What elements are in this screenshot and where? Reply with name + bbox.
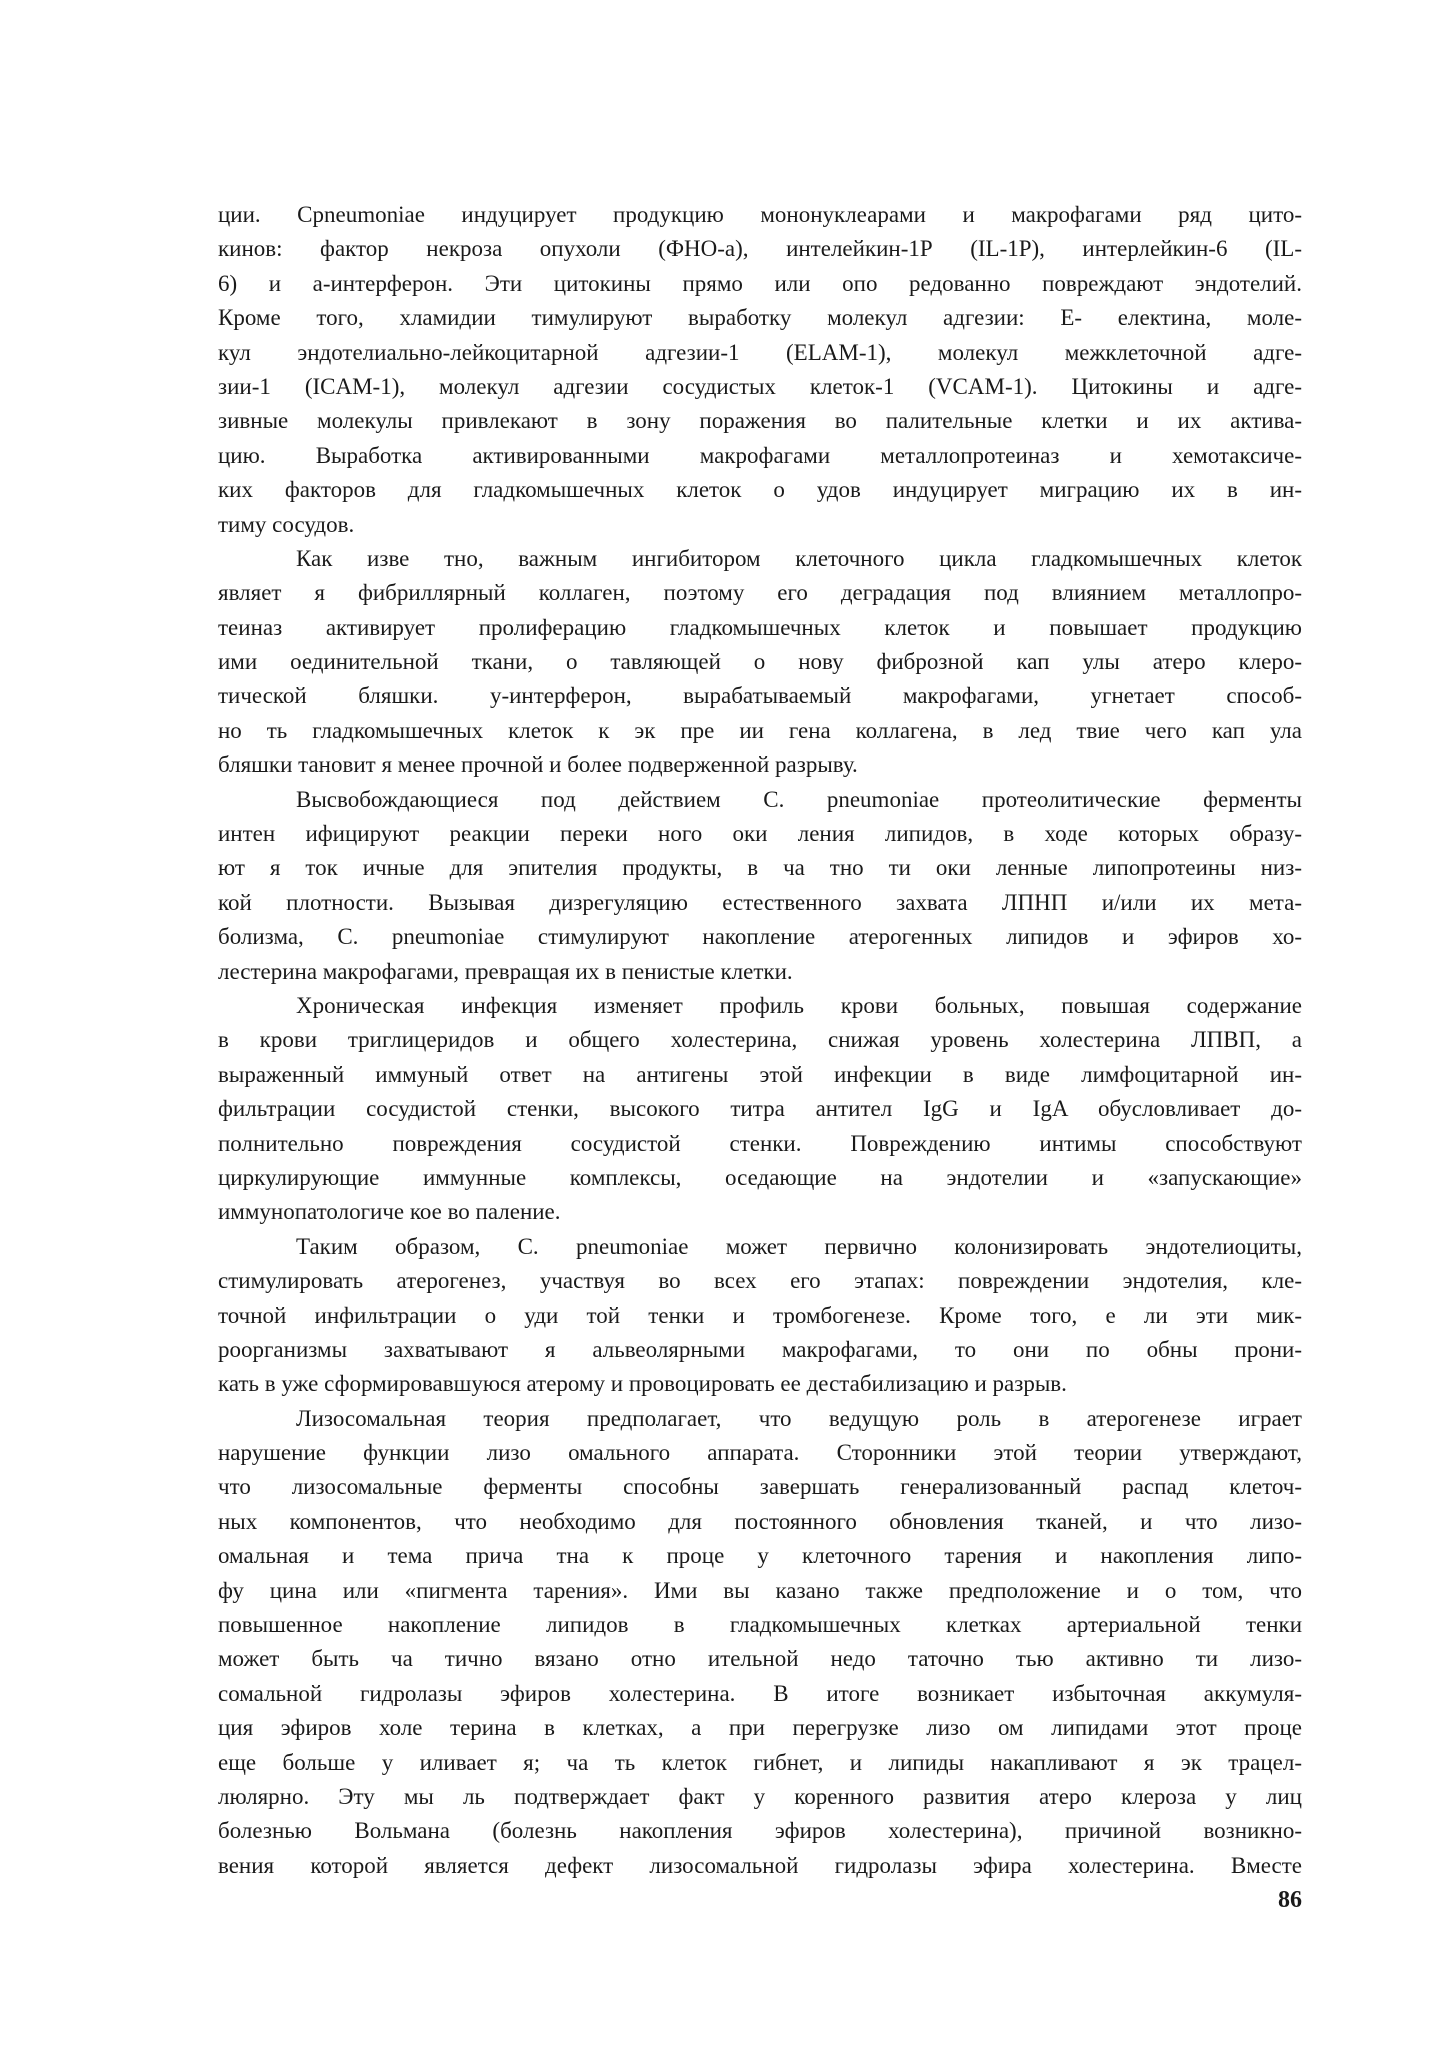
text-line: ции. Cpneumoniae индуцирует продукцию мононуклеарами и макрофагами ряд цито-	[218, 202, 1302, 227]
text-line: кинов: фактор некроза опухоли (ФНО-а), интелейкин-1Р (IL-1P), интерлейкин-6 (IL-	[218, 236, 1302, 262]
text-line: болезнью Вольмана (болезнь накопления эфиров холестерина), причиной возникно-	[218, 1818, 1302, 1844]
text-line: повышенное накопление липидов в гладкомышечных клетках артериальной тенки	[218, 1612, 1302, 1638]
text-line: болизма, C. pneumoniae стимулируют накопление атерогенных липидов и эфиров хо-	[218, 924, 1302, 950]
text-line: выраженный иммуный ответ на антигены этой инфекции в виде лимфоцитарной ин-	[218, 1061, 1302, 1087]
text-line: лестерина макрофагами, превращая их в пенистые клетки.	[218, 958, 793, 984]
text-line: кул эндотелиально-лейкоцитарной адгезии-1 (ELAM-1), молекул межклеточной адге-	[218, 339, 1302, 365]
text-line: сомальной гидролазы эфиров холестерина. В итоге возникает избыточная аккумуля-	[218, 1680, 1302, 1706]
text-line: Хроническая инфекция изменяет профиль крови больных, повышая содержание	[296, 992, 1302, 1018]
text-line: еще больше у иливает я; ча ть клеток гибнет, и липиды накапливают я эк трацел-	[218, 1749, 1302, 1775]
text-line: но ть гладкомышечных клеток к эк пре ии гена коллагена, в лед твие чего кап ула	[218, 717, 1302, 743]
text-line: кать в уже сформировавшуюся атерому и провоцировать ее дестабилизацию и разрыв.	[218, 1371, 1067, 1397]
text-line: полнительно повреждения сосудистой стенки. Повреждению интимы способствуют	[218, 1130, 1302, 1156]
text-line: может быть ча тично вязано отно ительной недо таточно тью активно ти лизо-	[218, 1646, 1302, 1672]
text-line: люлярно. Эту мы ль подтверждает факт у коренного развития атеро клероза у лиц	[218, 1783, 1302, 1809]
page-body	[218, 198, 1302, 1883]
text-line: теиназ активирует пролиферацию гладкомышечных клеток и повышает продукцию	[218, 614, 1302, 640]
text-line: ими оединительной ткани, о тавляющей о нову фиброзной кап улы атеро клеро-	[218, 649, 1302, 675]
text-line: Кроме того, хламидии тимулируют выработку молекул адгезии: Е- електина, моле-	[218, 305, 1302, 331]
text-line: ция эфиров холе терина в клетках, а при перегрузке лизо ом липидами этот проце	[218, 1715, 1302, 1741]
text-line: стимулировать атерогенез, участвуя во всех его этапах: повреждении эндотелия, кле-	[218, 1268, 1302, 1294]
text-line: Таким образом, C. pneumoniae может первично колонизировать эндотелиоциты,	[296, 1233, 1302, 1259]
text-line: тической бляшки. у-интерферон, вырабатываемый макрофагами, угнетает способ-	[218, 683, 1302, 709]
text-line: омальная и тема прича тна к проце у клеточного тарения и накопления липо-	[218, 1543, 1302, 1569]
text-line: ют я ток ичные для эпителия продукты, в ча тно ти оки ленные липопротеины низ-	[218, 855, 1302, 881]
text-line: нарушение функции лизо омального аппарата. Сторонники этой теории утверждают,	[218, 1440, 1302, 1466]
text-line: интен ифицируют реакции переки ного оки ления липидов, в ходе которых образу-	[218, 821, 1302, 847]
text-line: являет я фибриллярный коллаген, поэтому его деградация под влиянием металлопро-	[218, 580, 1302, 606]
text-line: Высвобождающиеся под действием C. pneumoniae протеолитические ферменты	[296, 786, 1302, 812]
text-line: роорганизмы захватывают я альвеолярными макрофагами, то они по обны прони-	[218, 1336, 1302, 1362]
text-line: Как изве тно, важным ингибитором клеточного цикла гладкомышечных клеток	[296, 545, 1302, 571]
text-line: точной инфильтрации о уди той тенки и тромбогенезе. Кроме того, е ли эти мик-	[218, 1302, 1302, 1328]
text-line: вения которой является дефект лизосомальной гидролазы эфира холестерина. Вместе	[218, 1852, 1302, 1878]
page-number: 86	[1278, 1887, 1302, 1913]
text-line: фу цина или «пигмента тарения». Ими вы казано также предположение и о том, что	[218, 1577, 1302, 1603]
text-line: что лизосомальные ферменты способны завершать генерализованный распад клеточ-	[218, 1474, 1302, 1500]
text-line: кой плотности. Вызывая дизрегуляцию естественного захвата ЛПНП и/или их мета-	[218, 889, 1302, 915]
text-line: ких факторов для гладкомышечных клеток о удов индуцирует миграцию их в ин-	[218, 477, 1302, 503]
text-line: 6) и а-интерферон. Эти цитокины прямо или опо редованно повреждают эндотелий.	[218, 270, 1302, 296]
text-line: фильтрации сосудистой стенки, высокого титра антител IgG и IgA обусловливает до-	[218, 1096, 1302, 1122]
text-line: бляшки тановит я менее прочной и более подверженной разрыву.	[218, 752, 858, 778]
text-line: тиму сосудов.	[218, 511, 355, 537]
text-line: иммунопатологиче кое во паление.	[218, 1199, 561, 1225]
text-line: в крови триглицеридов и общего холестерина, снижая уровень холестерина ЛПВП, а	[218, 1027, 1302, 1053]
text-line: зивные молекулы привлекают в зону поражения во палительные клетки и их актива-	[218, 408, 1302, 434]
text-line: циркулирующие иммунные комплексы, оседающие на эндотелии и «запускающие»	[218, 1164, 1302, 1190]
text-line: зии-1 (ICAM-1), молекул адгезии сосудистых клеток-1 (VCAM-1). Цитокины и адге-	[218, 373, 1302, 399]
text-line: цию. Выработка активированными макрофагами металлопротеиназ и хемотаксиче-	[218, 442, 1302, 468]
text-line: ных компонентов, что необходимо для постоянного обновления тканей, и что лизо-	[218, 1508, 1302, 1534]
text-line: Лизосомальная теория предполагает, что ведущую роль в атерогенезе играет	[296, 1405, 1302, 1431]
